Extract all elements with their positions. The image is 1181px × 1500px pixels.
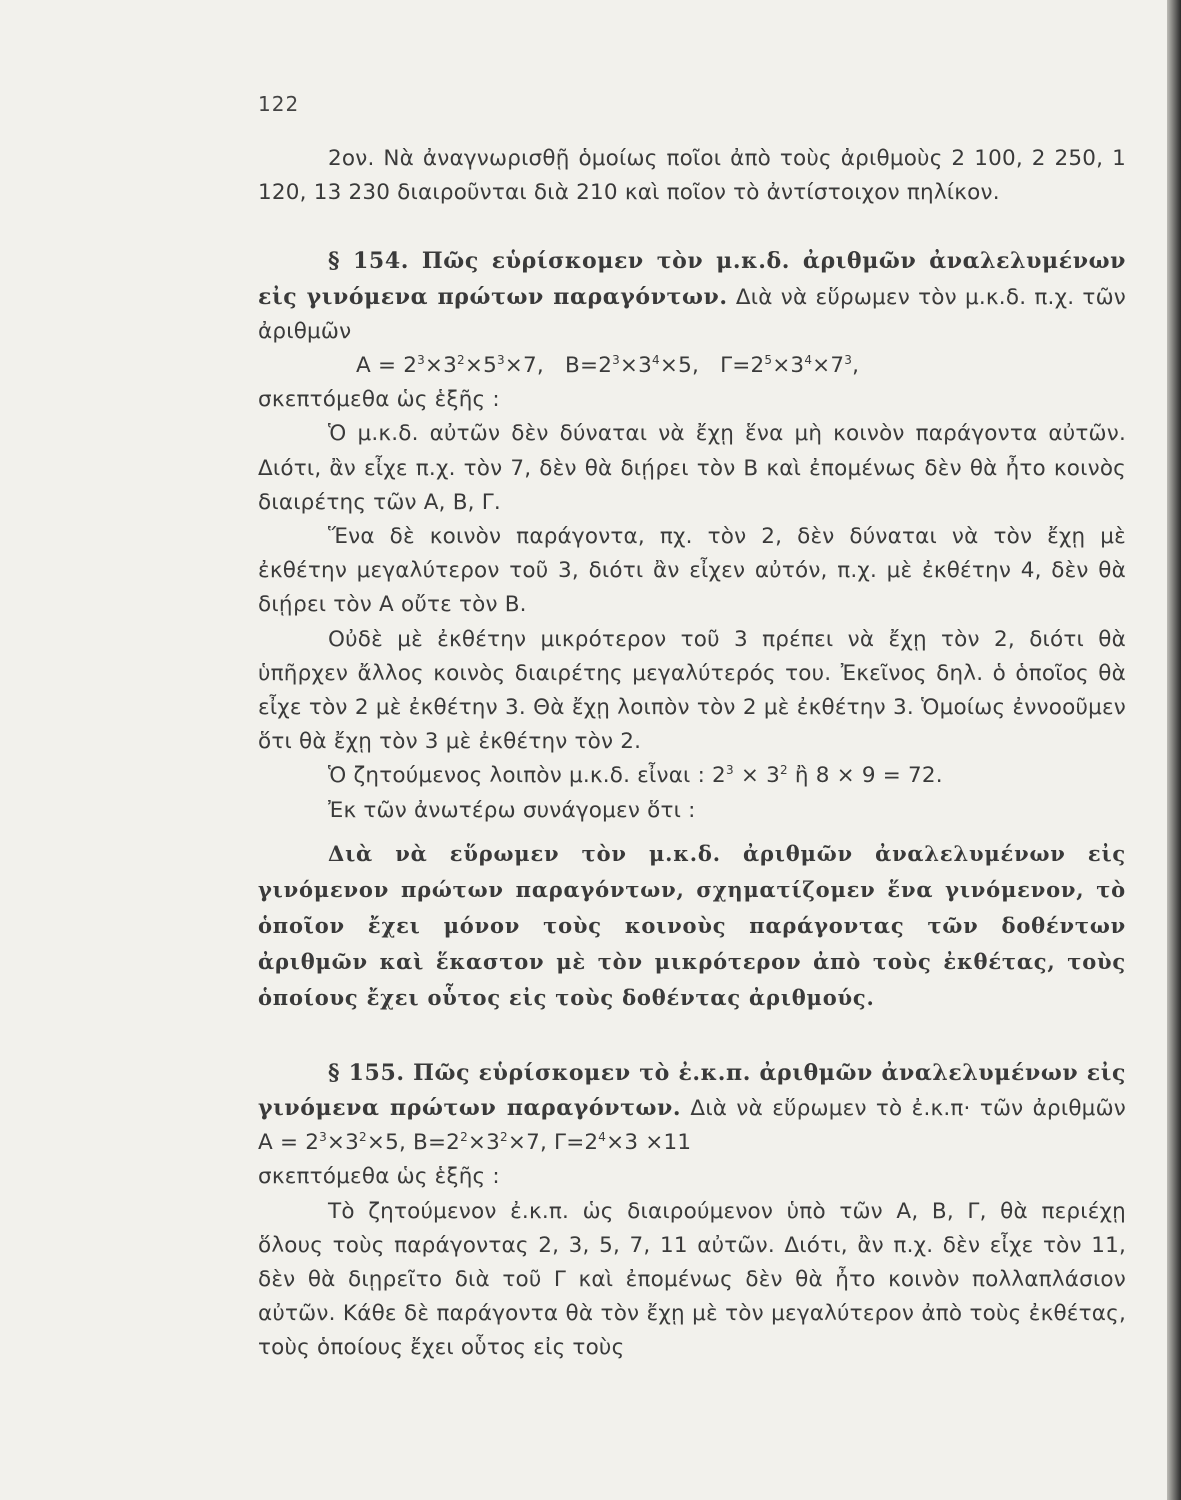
section-154-rule: Διὰ νὰ εὕρωμεν τὸν μ.κ.δ. ἀριθμῶν ἀναλελυμένων εἰς γινόμενον πρώτων παραγόντων, σχηματίζομεν ἕνα γινόμενον, τὸ ὁποῖον ἔχει μόνον τοὺς κοινοὺς παράγοντας τῶν δοθέντων ἀριθμῶν καὶ ἕκαστον μὲ τὸν μικρότερον ἀπὸ τοὺς ἐκθέτας, τοὺς ὁποίους ἔχει οὗτος εἰς τοὺς δοθέντας ἀριθμούς. <box>258 840 1126 1010</box>
section-155-intro: § 155. Πῶς εὑρίσκομεν τὸ ἐ.κ.π. ἀριθμῶν ἀναλελυμένων εἰς γινόμενα πρώτων παραγόντων. Διὰ νὰ εὕρωμεν τὸ ἐ.κ.π· τῶν ἀριθμῶν $A = 2^3\times 3^2\times 5$, $B=2^2\times 3^2\times 7$, $\Gamma=2^4\times 3 \times 11$ <box>258 1059 1126 1156</box>
section-155-paragraph-1: Τὸ ζητούμενον ἐ.κ.π. ὡς διαιρούμενον ὑπὸ τῶν Α, Β, Γ, θὰ περιέχῃ ὅλους τοὺς παράγοντας 2, 3, 5, 7, 11 αὐτῶν. Διότι, ἂν π.χ. δὲν εἶχε τὸν 11, δὲν θὰ διῃρεῖτο διὰ τοῦ Γ καὶ ἐπομένως δὲν θὰ ἦτο κοινὸν πολλαπλάσιον αὐτῶν. Κάθε δὲ παράγοντα θὰ τὸν ἔχῃ μὲ τὸν μεγαλύτερον ἀπὸ τοὺς ἐκθέτας, τοὺς ὁποίους ἔχει οὗτος εἰς τοὺς <box>258 1198 1126 1361</box>
section-155-intro-text: Διὰ νὰ εὕρωμεν τὸ ἐ.κ.π· τῶν ἀριθμῶν <box>690 1096 1126 1122</box>
section-154-result: Ὁ ζητούμενος λοιπὸν μ.κ.δ. εἶναι : $2^3 \times 3^2$ ἢ 8 × 9 = 72. <box>328 763 943 789</box>
section-154-reasoning-lead: σκεπτόμεθα ὡς ἑξῆς : <box>258 387 500 413</box>
book-page <box>258 92 1126 1366</box>
section-154-paragraph-3: Οὐδὲ μὲ ἐκθέτην μικρότερον τοῦ 3 πρέπει νὰ ἔχῃ τὸν 2, διότι θὰ ὑπῆρχεν ἄλλος κοινὸς διαιρέτης μεγαλύτερός του. Ἐκεῖνος δηλ. ὁ ὁποῖος θὰ εἶχε τὸν 2 μὲ ἐκθέτην 3. Θὰ ἔχῃ λοιπὸν τὸν 2 μὲ ἐκθέτην 3. Ὁμοίως ἐννοοῦμεν ὅτι θὰ ἔχῃ τὸν 3 μὲ ἐκθέτην τὸν 2. <box>258 626 1126 755</box>
section-154-intro <box>258 244 1126 349</box>
section-154-heading: § 154. Πῶς εὑρίσκομεν τὸν μ.κ.δ. ἀριθμῶν ἀναλελυμένων εἰς γινόμενα πρώτων παραγόντων. <box>258 248 1126 310</box>
exercise-2: 2ον. Νὰ ἀναγνωρισθῇ ὁμοίως ποῖοι ἀπὸ τοὺς ἀριθμοὺς 2 100, 2 250, 1 120, 13 230 διαιροῦνται διὰ 210 καὶ ποῖον τὸ ἀντίστοιχον πηλίκον. <box>258 146 1126 206</box>
section-155-heading: § 155. Πῶς εὑρίσκομεν τὸ ἐ.κ.π. ἀριθμῶν ἀναλελυμένων εἰς γινόμενα πρώτων παραγόντων. <box>258 1059 1126 1122</box>
section-154-conclusion-lead: Ἐκ τῶν ἀνωτέρω συνάγομεν ὅτι : <box>328 797 696 823</box>
section-154-result-lead: Ὁ ζητούμενος λοιπὸν μ.κ.δ. εἶναι : 2 <box>328 763 726 789</box>
section-154-paragraph-2: Ἕνα δὲ κοινὸν παράγοντα, πχ. τὸν 2, δὲν δύναται νὰ τὸν ἔχῃ μὲ ἐκθέτην μεγαλύτερον τοῦ 3, διότι ἂν εἶχεν αὐτόν, π.χ. μὲ ἐκθέτην 4, δὲν θὰ διῄρει τὸν Α οὔτε τὸν Β. <box>258 524 1126 618</box>
page-number: 122 <box>258 92 300 116</box>
section-155-reasoning-lead: σκεπτόμεθα ὡς ἑξῆς : <box>258 1164 500 1190</box>
section-154-intro-text: Διὰ νὰ εὕρωμεν τὸν μ.κ.δ. π.χ. τῶν ἀριθμῶν <box>258 284 1126 344</box>
scan-edge-shadow <box>1167 0 1181 1500</box>
section-154-result-end: ἢ 8 × 9 = 72. <box>794 763 943 789</box>
section-154-paragraph-1: Ὁ μ.κ.δ. αὐτῶν δὲν δύναται νὰ ἔχῃ ἕνα μὴ κοινὸν παράγοντα αὐτῶν. Διότι, ἂν εἶχε π.χ. τὸν 7, δὲν θὰ διῄρει τὸν Β καὶ ἐπομένως δὲν θὰ ἦτο κοινὸς διαιρέτης τῶν Α, Β, Γ. <box>258 421 1126 515</box>
formula-154: $A = 2^3\times 3^2\times 5^3\times 7$, $B=2^3\times 3^4\times 5$, $\Gamma=2^5\times 3^4\times 7^3$, <box>356 353 860 379</box>
